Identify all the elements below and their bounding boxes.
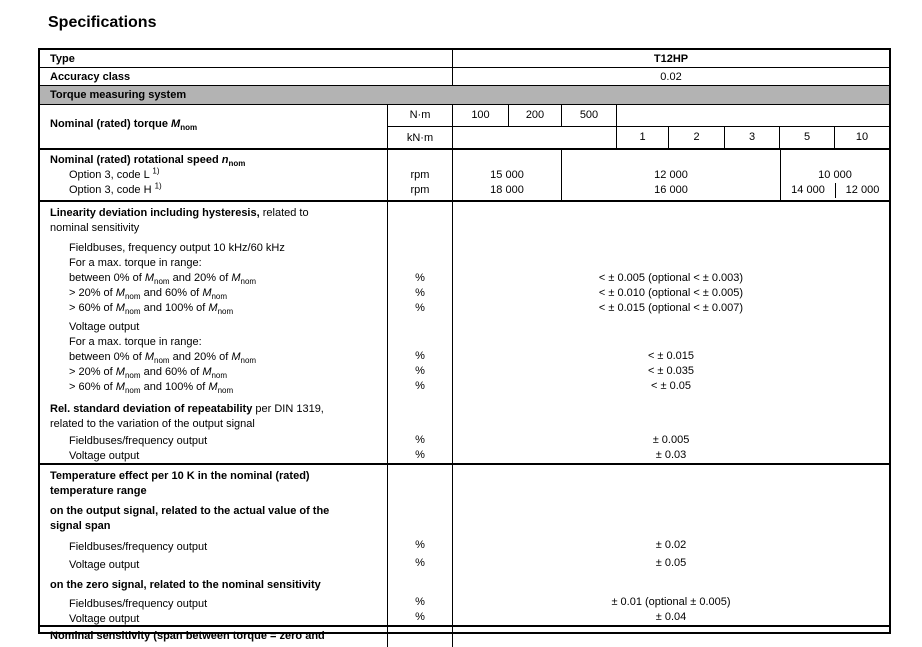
spec-line-unit: % xyxy=(415,271,425,284)
spec-line-label: Linearity deviation including hysteresis, related to xyxy=(50,207,309,219)
table-row-rotational-speed xyxy=(40,150,889,202)
linearity-units xyxy=(387,202,452,463)
spec-line-label: related to the variation of the output signal xyxy=(50,418,255,430)
spec-line-unit xyxy=(388,484,452,499)
unit-rpm-h: rpm xyxy=(410,184,430,196)
spec-line-value: < ± 0.05 xyxy=(651,380,691,393)
spec-line-value: ± 0.03 xyxy=(655,449,687,461)
temperature-labels xyxy=(40,465,387,625)
torque-values-knm-empty xyxy=(453,127,617,148)
spec-line-label: Rel. standard deviation of repeatability per DIN 1319, xyxy=(50,403,324,415)
spec-line-unit: % xyxy=(415,350,425,363)
spec-line-label: Fieldbuses, frequency output 10 kHz/60 kHz xyxy=(69,242,285,254)
linearity-block xyxy=(40,202,889,463)
speed-units-cell xyxy=(387,150,452,200)
spec-line-unit xyxy=(388,241,452,256)
spec-line-value xyxy=(453,416,889,431)
spec-line-unit: % xyxy=(415,449,425,461)
spec-line-unit: % xyxy=(415,301,425,314)
speed-value: 12 000 xyxy=(835,183,889,198)
spec-line-value: ± 0.01 (optional ± 0.005) xyxy=(611,595,731,608)
unit-knm: kN·m xyxy=(406,132,434,144)
spec-line-unit: % xyxy=(415,595,425,608)
accuracy-label: Accuracy class xyxy=(50,70,131,83)
spec-line-label: > 20% of $M_{nom}$ and 60% of $M_{nom}$ xyxy=(69,287,228,302)
nominal-torque-label-text: Nominal (rated) torque $M_{nom}$ xyxy=(50,118,198,133)
spec-line-value xyxy=(453,484,889,499)
torque-values-knm-row xyxy=(453,127,889,148)
spec-line-unit: % xyxy=(415,557,425,570)
spec-line-label: Voltage output xyxy=(69,321,140,333)
spec-line-value: < ± 0.035 xyxy=(647,365,695,378)
table-row-nominal-torque xyxy=(40,105,889,150)
torque-value-10: 10 xyxy=(855,130,869,143)
speed-value: 14 000 xyxy=(791,184,825,196)
speed-value: 16 000 xyxy=(654,184,688,196)
spec-line-label: > 20% of $M_{nom}$ and 60% of $M_{nom}$ xyxy=(69,366,228,381)
spec-line-unit xyxy=(388,518,452,533)
partial-values-cell xyxy=(452,627,889,647)
speed-value: 10 000 xyxy=(818,169,852,181)
spec-line-unit xyxy=(388,416,452,431)
spec-line-value xyxy=(453,503,889,518)
spec-line-unit: % xyxy=(415,286,425,299)
spec-line-value: ± 0.02 xyxy=(655,539,687,552)
torque-value-500: 500 xyxy=(562,105,617,126)
torque-value-3: 3 xyxy=(725,127,780,148)
spec-line-unit: % xyxy=(415,610,425,623)
spec-line-label: Voltage output xyxy=(69,613,140,625)
spec-line-unit xyxy=(388,503,452,518)
spec-line-value xyxy=(453,401,889,416)
type-value: T12HP xyxy=(452,50,889,67)
partial-units-cell xyxy=(387,627,452,647)
speed-value: 15 000 xyxy=(490,169,524,181)
spec-line-unit xyxy=(388,206,452,221)
spec-line-label: Fieldbuses/frequency output xyxy=(69,435,208,447)
table-row-temperature-effect xyxy=(40,465,889,627)
spec-line-unit: % xyxy=(415,539,425,552)
torque-value-100: 100 xyxy=(453,105,509,126)
spec-line-unit xyxy=(388,576,452,591)
temperature-values xyxy=(452,465,889,625)
spec-line-label: on the zero signal, related to the nominal sensitivity xyxy=(50,579,321,591)
spec-line-value: < ± 0.015 xyxy=(647,350,695,363)
torque-value-200: 200 xyxy=(509,105,562,126)
spec-line-value xyxy=(453,334,889,349)
torque-values-nm-empty xyxy=(617,105,889,126)
spec-line-label: Fieldbuses/frequency output xyxy=(69,541,208,553)
torque-units-cell xyxy=(387,105,452,148)
unit-nm: N·m xyxy=(388,105,452,127)
spec-line-value xyxy=(453,206,889,221)
spec-line-label: For a max. torque in range: xyxy=(69,257,202,269)
spec-line-unit xyxy=(388,256,452,271)
table-row-nominal-sensitivity-partial xyxy=(40,627,889,647)
torque-value-5: 5 xyxy=(780,127,835,148)
spec-line-label: Voltage output xyxy=(69,559,140,571)
spec-line-unit xyxy=(388,401,452,416)
spec-line-label: between 0% of $M_{nom}$ and 20% of $M_{nom}$ xyxy=(69,272,257,287)
torque-values-nm-row xyxy=(453,105,889,127)
speed-group-1 xyxy=(453,150,562,200)
spec-line-label: temperature range xyxy=(50,485,147,497)
table-row-accuracy-class xyxy=(40,68,889,86)
spec-line-value: ± 0.04 xyxy=(655,610,687,623)
spec-line-label: Fieldbuses/frequency output xyxy=(69,598,208,610)
speed-group-3 xyxy=(781,150,889,200)
table-row-type xyxy=(40,50,889,68)
speed-label-cell xyxy=(40,150,387,200)
partial-label-cell xyxy=(40,627,387,647)
partial-label-text: Nominal sensitivity (span between torque = zero and xyxy=(50,630,325,642)
temperature-units xyxy=(387,465,452,625)
speed-value: 18 000 xyxy=(490,184,524,196)
spec-line-label: on the output signal, related to the actual value of the xyxy=(50,505,330,517)
spec-line-value xyxy=(453,576,889,591)
spec-line-unit: % xyxy=(415,380,425,393)
spec-line-unit xyxy=(388,469,452,484)
spec-line-value xyxy=(453,256,889,271)
spec-line-value xyxy=(453,241,889,256)
speed-option-l-text: Option 3, code L $^{1)}$ xyxy=(69,166,160,181)
section-header-torque-measuring-system: Torque measuring system xyxy=(40,86,889,105)
spec-line-label: Voltage output xyxy=(69,450,140,462)
speed-value-split xyxy=(781,183,889,198)
spec-line-value xyxy=(453,469,889,484)
spec-line-value: ± 0.005 xyxy=(652,434,690,446)
speed-value: 12 000 xyxy=(654,169,688,181)
spec-line-unit xyxy=(388,334,452,349)
spec-line-value: < ± 0.010 (optional < ± 0.005) xyxy=(598,286,744,299)
specifications-table xyxy=(38,48,891,642)
type-label: Type xyxy=(50,52,75,65)
spec-line-label: > 60% of $M_{nom}$ and 100% of $M_{nom}$ xyxy=(69,381,234,396)
spec-line-value xyxy=(453,320,889,335)
torque-value-2: 2 xyxy=(669,127,725,148)
unit-rpm-l: rpm xyxy=(410,169,430,181)
spec-line-label: > 60% of $M_{nom}$ and 100% of $M_{nom}$ xyxy=(69,302,234,317)
speed-group-2 xyxy=(562,150,781,200)
spec-line-unit: % xyxy=(415,434,425,446)
speed-values-cell xyxy=(452,150,889,200)
linearity-values xyxy=(452,202,889,463)
speed-header-text: Nominal (rated) rotational speed $n_{nom}$ xyxy=(50,154,246,169)
spec-line-label: Temperature effect per 10 K in the nominal (rated) xyxy=(50,470,310,482)
spec-line-value: ± 0.05 xyxy=(655,557,687,570)
page-title: Specifications xyxy=(48,14,157,31)
temperature-block xyxy=(40,465,889,625)
spec-line-unit xyxy=(388,221,452,236)
spec-line-label: For a max. torque in range: xyxy=(69,336,202,348)
spec-line-label: between 0% of $M_{nom}$ and 20% of $M_{nom}$ xyxy=(69,351,257,366)
spec-line-value: < ± 0.005 (optional < ± 0.003) xyxy=(598,271,744,284)
spec-line-value: < ± 0.015 (optional < ± 0.007) xyxy=(598,301,744,314)
spec-line-unit xyxy=(388,320,452,335)
spec-line-unit: % xyxy=(415,365,425,378)
accuracy-value: 0.02 xyxy=(452,68,889,85)
spec-line-value xyxy=(453,518,889,533)
linearity-labels xyxy=(40,202,387,463)
spec-line-label: signal span xyxy=(50,520,111,532)
nominal-torque-label xyxy=(40,105,387,148)
spec-line-value xyxy=(453,221,889,236)
speed-option-h-text: Option 3, code H $^{1)}$ xyxy=(69,181,162,196)
torque-value-1: 1 xyxy=(617,127,669,148)
table-row-linearity-repeatability xyxy=(40,202,889,465)
spec-line-label: nominal sensitivity xyxy=(50,222,140,234)
torque-values-cell xyxy=(452,105,889,148)
